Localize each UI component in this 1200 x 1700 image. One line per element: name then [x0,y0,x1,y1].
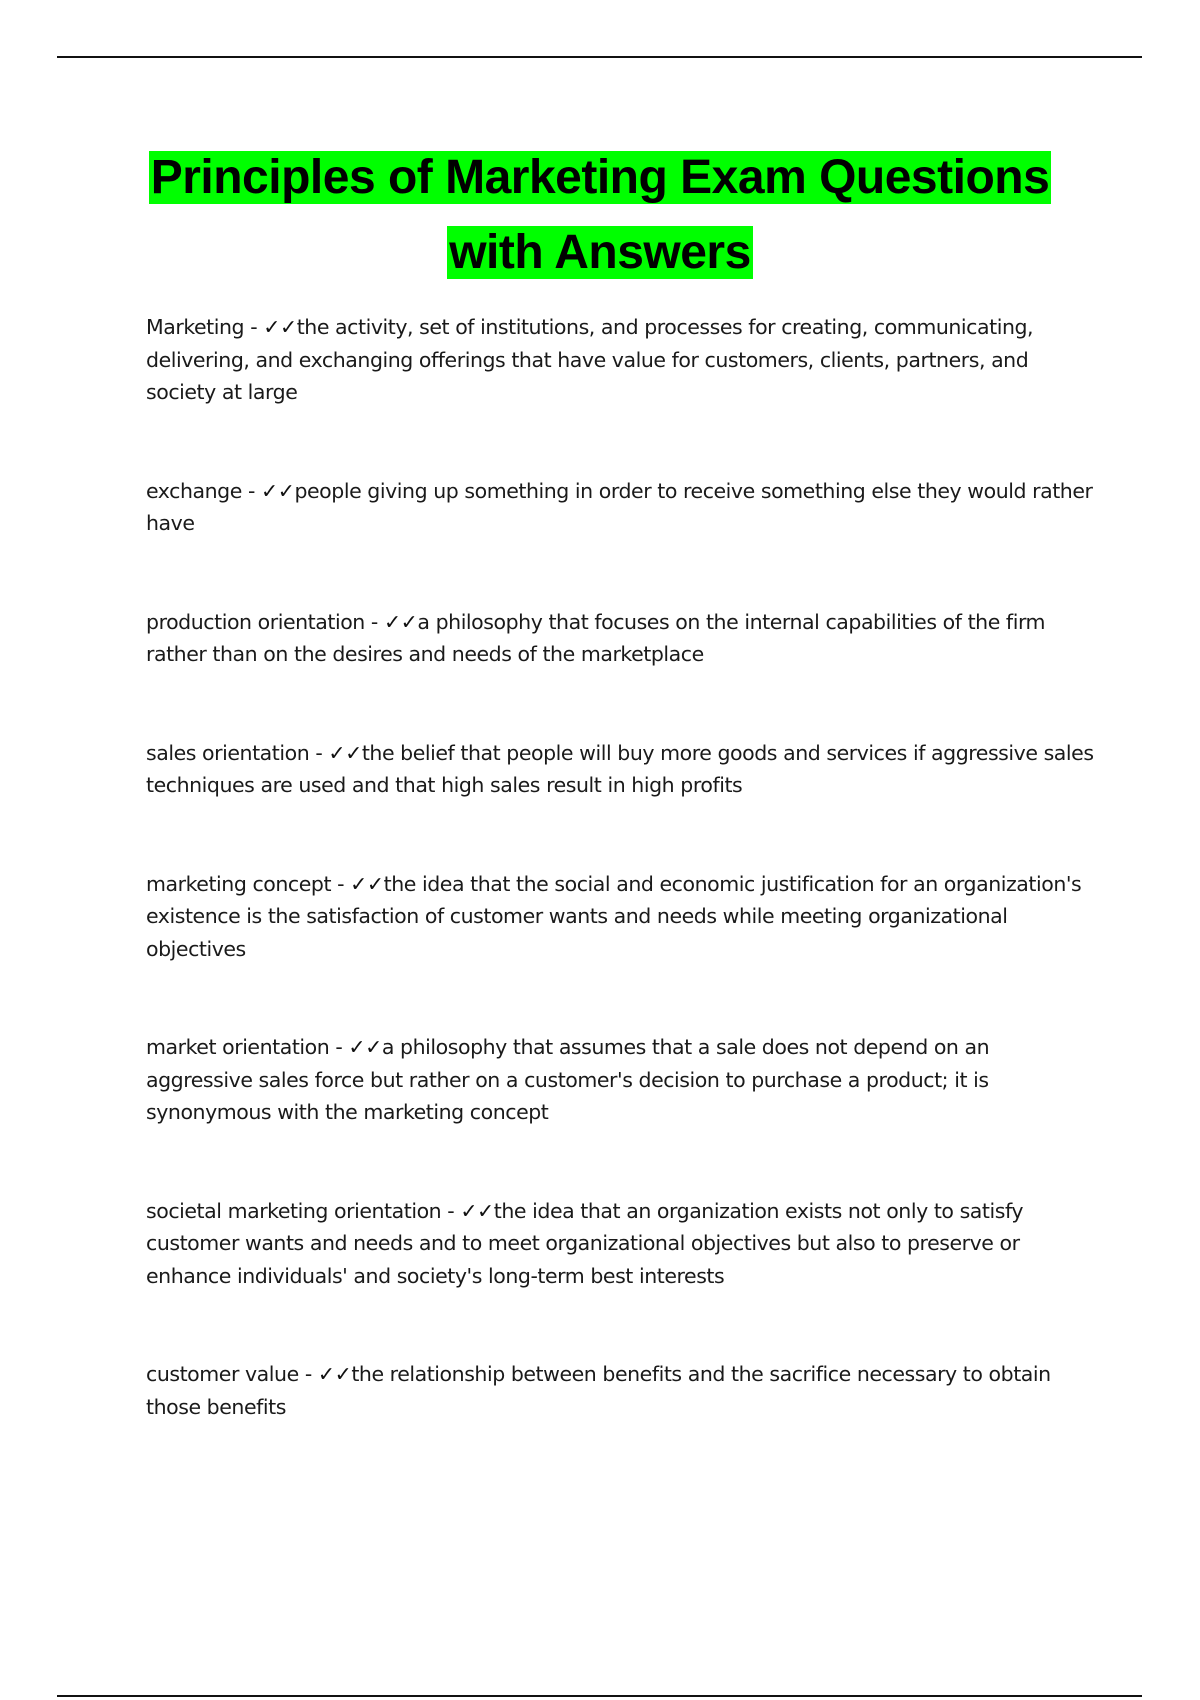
double-check-icon: ✓✓ [263,315,297,339]
entry-definition: the belief that people will buy more goods and services if aggressive sales techniques are used and that high sales result in high profits [146,740,1094,797]
double-check-icon: ✓✓ [350,871,384,896]
definition-entry [146,1195,1101,1293]
double-check-icon: ✓✓ [328,740,362,765]
entry-separator: - [309,740,329,765]
entry-definition: the relationship between benefits and the sacrifice necessary to obtain those benefits [146,1362,1051,1419]
highlighted-title-text: Principles of Marketing Exam Questions with Answers [150,151,1050,279]
definition-entry [146,868,1101,966]
bottom-rule [57,1695,1142,1697]
definition-entry [146,311,1101,409]
entry-separator: - [241,478,261,503]
entry-definition: the idea that an organization exists not only to satisfy customer wants and needs and to meet organizational objectives but also to preserve or enhance individuals' and society's long-term best interests [146,1198,1024,1288]
definition-list [146,311,1101,1489]
entry-term: Marketing [146,315,245,339]
entry-separator: - [441,1198,461,1223]
entry-term: marketing concept [146,871,332,896]
top-rule [57,56,1142,58]
entry-definition: a philosophy that assumes that a sale does not depend on an aggressive sales force but rather on a customer's decision to purchase a product; it is synonymous with the marketing concept [146,1035,990,1124]
entry-term: production orientation [146,609,365,634]
entry-separator: - [298,1362,318,1386]
entry-separator: - [244,315,264,339]
definition-entry [146,475,1101,540]
entry-term: sales orientation [146,740,310,765]
definition-entry [146,737,1101,802]
definition-entry [146,1031,1101,1129]
entry-term: exchange [146,478,242,503]
entry-separator: - [331,871,351,896]
definition-entry [146,606,1101,671]
double-check-icon: ✓✓ [460,1198,494,1223]
double-check-icon: ✓✓ [348,1035,382,1059]
entry-term: societal marketing orientation [146,1198,442,1223]
definition-entry [146,1358,1101,1423]
double-check-icon: ✓✓ [383,609,418,634]
entry-definition: a philosophy that focuses on the internal capabilities of the firm rather than on the desires and needs of the marketplace [146,609,1046,666]
entry-separator: - [364,609,384,634]
double-check-icon: ✓✓ [317,1362,352,1386]
entry-definition: the idea that the social and economic justification for an organization's existence is the satisfaction of customer wants and needs while meeting organizational objectives [146,871,1082,961]
entry-definition: the activity, set of institutions, and processes for creating, communicating, delivering, and exchanging offerings that have value for customers, clients, partners, and society at large [146,315,1034,404]
entry-term: market orientation [146,1035,330,1059]
entry-term: customer value [146,1362,299,1386]
double-check-icon: ✓✓ [260,478,295,503]
page-title [100,140,1100,290]
entry-separator: - [329,1035,349,1059]
entry-definition: people giving up something in order to receive something else they would rather have [146,478,1093,535]
